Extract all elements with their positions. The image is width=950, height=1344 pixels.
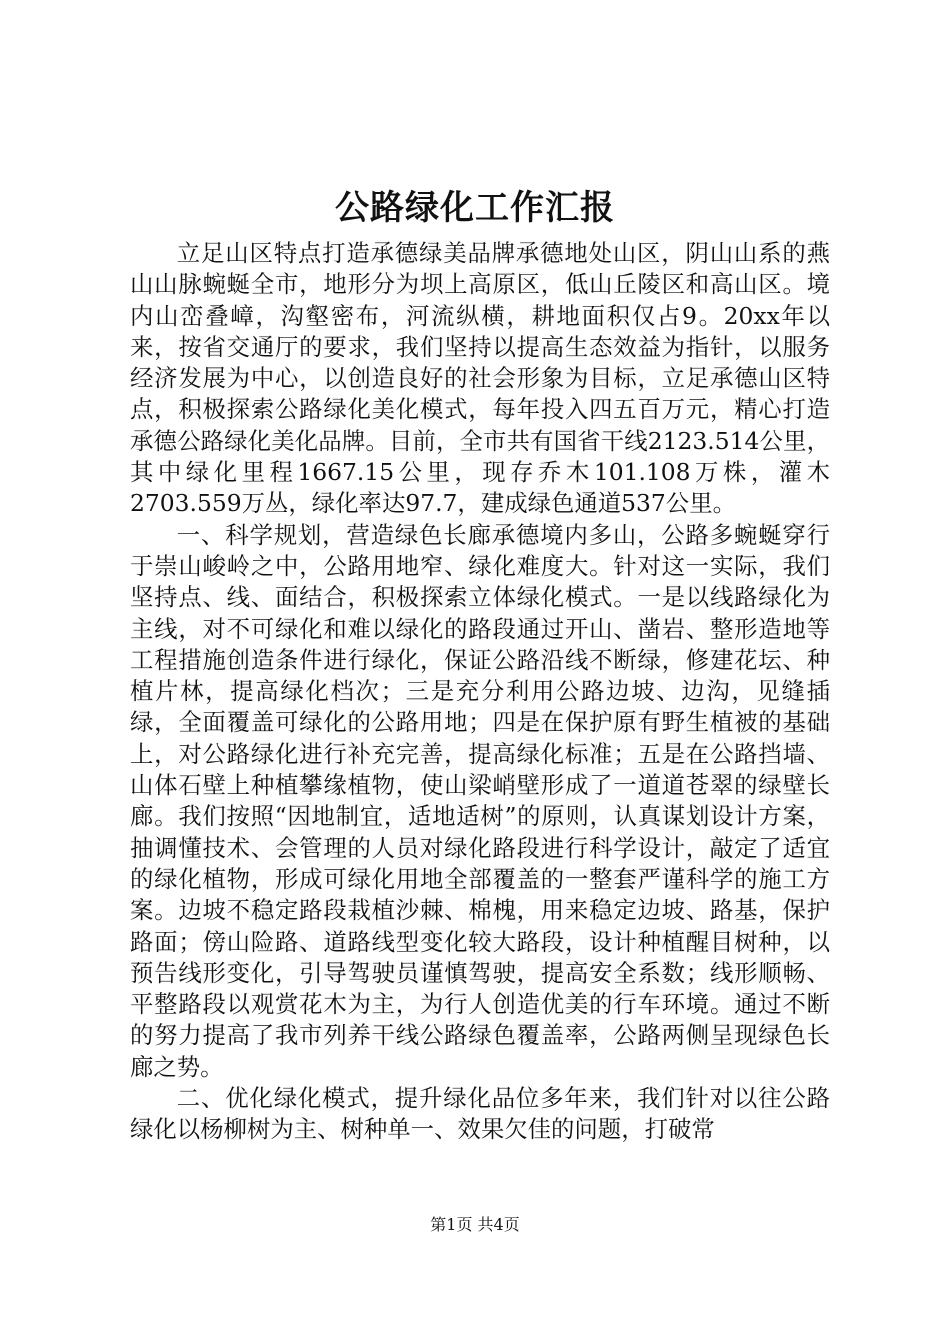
paragraph-section-1: 一、科学规划，营造绿色长廊承德境内多山，公路多蜿蜒穿行于崇山峻岭之中，公路用地窄、绿化难度大。针对这一实际，我们坚持点、线、面结合，积极探索立体绿化模式。一是以线路绿化为主线，对不可绿化和难以绿化的路段通过开山、凿岩、整形造地等工程措施创造条件进行绿化，保证公路沿线不断绿，修建花坛、种植片林，提高绿化档次；三是充分利用公路边坡、边沟，见缝插绿，全面覆盖可绿化的公路用地；四是在保护原有野生植被的基础上，对公路绿化进行补充完善，提高绿化标准；五是在公路挡墙、山体石壁上种植攀缘植物，使山梁峭壁形成了一道道苍翠的绿壁长廊。我们按照“因地制宜，适地适树”的原则，认真谋划设计方案，抽调懂技术、会管理的人员对绿化路段进行科学设计，敲定了适宜的绿化植物，形成可绿化用地全部覆盖的一整套严谨科学的施工方案。边坡不稳定路段栽植沙棘、棉槐，用来稳定边坡、路基，保护路面；傍山险路、道路线型变化较大路段，设计种植醒目树种，以预告线形变化，引导驾驶员谨慎驾驶，提高安全系数；线形顺畅、平整路段以观赏花木为主，为行人创造优美的行车环境。通过不断的努力提高了我市列养干线公路绿色覆盖率，公路两侧呈现绿色长廊之势。 <box>130 520 830 1081</box>
paragraph-intro: 立足山区特点打造承德绿美品牌承德地处山区，阴山山系的燕山山脉蜿蜒全市，地形分为坝上高原区，低山丘陵区和高山区。境内山峦叠嶂，沟壑密布，河流纵横，耕地面积仅占9。20xx年以来，按省交通厅的要求，我们坚持以提高生态效益为指针，以服务经济发展为中心，以创造良好的社会形象为目标，立足承德山区特点，积极探索公路绿化美化模式，每年投入四五百万元，精心打造承德公路绿化美化品牌。目前，全市共有国省干线2123.514公里，其中绿化里程1667.15公里，现存乔木101.108万株，灌木2703.559万丛，绿化率达97.7，建成绿色通道537公里。 <box>130 239 830 518</box>
paragraph-section-2: 二、优化绿化模式，提升绿化品位多年来，我们针对以往公路绿化以杨柳树为主、树种单一、效果欠佳的问题，打破常 <box>130 1084 830 1144</box>
page-footer: 第1页 共4页 <box>430 1215 520 1234</box>
document-title: 公路绿化工作汇报 <box>335 188 615 228</box>
document-body <box>130 238 830 1146</box>
